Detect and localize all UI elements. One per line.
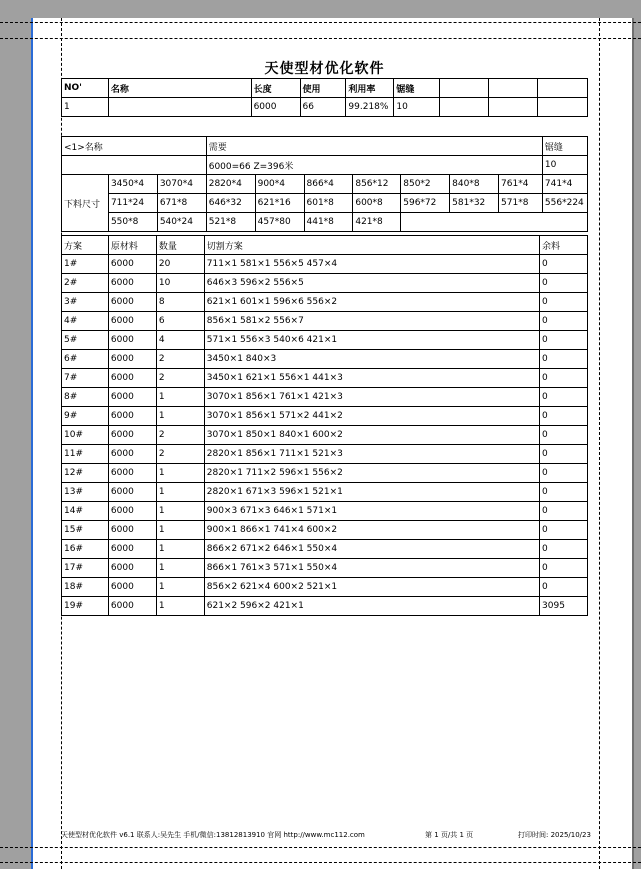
plan-remainder: 0 xyxy=(540,350,588,369)
plan-cutting-plan: 900×1 866×1 741×4 600×2 xyxy=(204,521,539,540)
plan-scheme: 6# xyxy=(62,350,109,369)
margin-guide-right xyxy=(599,18,600,869)
piece-cell: 571*8 xyxy=(499,194,543,213)
margin-guide-bottom-outer xyxy=(0,862,641,863)
value-name xyxy=(108,98,251,117)
kerf-value: 10 xyxy=(542,156,587,175)
plan-scheme: 14# xyxy=(62,502,109,521)
plan-remainder: 0 xyxy=(540,578,588,597)
plan-quantity: 2 xyxy=(156,445,204,464)
plan-quantity: 10 xyxy=(156,274,204,293)
plan-row xyxy=(62,350,588,369)
plan-quantity: 1 xyxy=(156,464,204,483)
piece-cell: 441*8 xyxy=(304,213,353,232)
piece-cell: 421*8 xyxy=(353,213,401,232)
plan-row xyxy=(62,559,588,578)
piece-cell: 581*32 xyxy=(450,194,499,213)
summary-label-row xyxy=(62,137,588,156)
col-kerf: 锯缝 xyxy=(394,79,440,98)
plan-raw-material: 6000 xyxy=(108,578,156,597)
plan-raw-material: 6000 xyxy=(108,559,156,578)
plan-scheme: 2# xyxy=(62,274,109,293)
plan-quantity: 6 xyxy=(156,312,204,331)
plan-row xyxy=(62,540,588,559)
plan-quantity: 1 xyxy=(156,407,204,426)
col-empty xyxy=(489,79,538,98)
plan-raw-material: 6000 xyxy=(108,293,156,312)
plan-cutting-plan: 571×1 556×3 540×6 421×1 xyxy=(204,331,539,350)
plan-quantity: 1 xyxy=(156,540,204,559)
report-title: 天使型材优化软件 xyxy=(264,61,385,77)
plan-raw-material: 6000 xyxy=(108,521,156,540)
summary-table xyxy=(61,136,588,232)
plan-remainder: 0 xyxy=(540,445,588,464)
plan-quantity: 1 xyxy=(156,502,204,521)
plan-row xyxy=(62,388,588,407)
plan-row xyxy=(62,502,588,521)
plan-scheme: 10# xyxy=(62,426,109,445)
piece-cell: 646*32 xyxy=(206,194,255,213)
col-name: 名称 xyxy=(108,79,251,98)
piece-cell: 856*12 xyxy=(353,175,401,194)
plan-remainder: 0 xyxy=(540,426,588,445)
plan-raw-material: 6000 xyxy=(108,369,156,388)
piece-cell: 621*16 xyxy=(255,194,304,213)
plan-cutting-plan: 866×1 761×3 571×1 550×4 xyxy=(204,559,539,578)
plan-raw-material: 6000 xyxy=(108,255,156,274)
value-empty xyxy=(440,98,489,117)
plan-cutting-plan: 3450×1 840×3 xyxy=(204,350,539,369)
piece-cell: 596*72 xyxy=(401,194,450,213)
piece-cell: 671*8 xyxy=(157,194,206,213)
plan-scheme: 11# xyxy=(62,445,109,464)
plan-quantity: 20 xyxy=(156,255,204,274)
piece-cell: 521*8 xyxy=(206,213,255,232)
plan-cutting-plan: 856×1 581×2 556×7 xyxy=(204,312,539,331)
plan-raw-material: 6000 xyxy=(108,312,156,331)
pieces-row xyxy=(62,194,588,213)
plan-remainder: 0 xyxy=(540,255,588,274)
col-used: 使用 xyxy=(300,79,346,98)
piece-cell: 540*24 xyxy=(157,213,206,232)
plan-row xyxy=(62,274,588,293)
plan-remainder: 0 xyxy=(540,331,588,350)
cutting-plans-table xyxy=(61,235,588,616)
col-utilization: 利用率 xyxy=(346,79,394,98)
piece-cell: 761*4 xyxy=(499,175,543,194)
col-length: 长度 xyxy=(251,79,300,98)
plan-remainder: 0 xyxy=(540,293,588,312)
plan-row xyxy=(62,369,588,388)
plan-cutting-plan: 856×2 621×4 600×2 521×1 xyxy=(204,578,539,597)
plan-scheme: 15# xyxy=(62,521,109,540)
plan-row xyxy=(62,407,588,426)
plan-cutting-plan: 3070×1 856×1 571×2 441×2 xyxy=(204,407,539,426)
value-used: 66 xyxy=(300,98,346,117)
plan-raw-material: 6000 xyxy=(108,483,156,502)
value-no: 1 xyxy=(62,98,109,117)
plan-scheme: 9# xyxy=(62,407,109,426)
col-empty xyxy=(440,79,489,98)
plan-raw-material: 6000 xyxy=(108,502,156,521)
plans-col-raw-material: 原材料 xyxy=(108,236,156,255)
plans-col-scheme: 方案 xyxy=(62,236,109,255)
footer-print-time: 打印时间: 2025/10/23 xyxy=(518,831,591,839)
plan-raw-material: 6000 xyxy=(108,445,156,464)
plan-quantity: 8 xyxy=(156,293,204,312)
summary-value-row xyxy=(62,156,588,175)
plan-row xyxy=(62,597,588,616)
plan-row xyxy=(62,312,588,331)
plan-cutting-plan: 3450×1 621×1 556×1 441×3 xyxy=(204,369,539,388)
plan-scheme: 3# xyxy=(62,293,109,312)
piece-cell: 2820*4 xyxy=(206,175,255,194)
value-kerf: 10 xyxy=(394,98,440,117)
plan-quantity: 1 xyxy=(156,597,204,616)
plan-row xyxy=(62,255,588,274)
plans-col-quantity: 数量 xyxy=(156,236,204,255)
plan-raw-material: 6000 xyxy=(108,464,156,483)
plan-raw-material: 6000 xyxy=(108,597,156,616)
plan-row xyxy=(62,445,588,464)
kerf-label: 锯缝 xyxy=(542,137,587,156)
plan-scheme: 5# xyxy=(62,331,109,350)
plan-row xyxy=(62,483,588,502)
material-name-label: <1>名称 xyxy=(62,137,207,156)
piece-cell: 3450*4 xyxy=(108,175,157,194)
plan-remainder: 0 xyxy=(540,312,588,331)
plan-quantity: 1 xyxy=(156,578,204,597)
plan-quantity: 2 xyxy=(156,369,204,388)
plan-cutting-plan: 2820×1 671×3 596×1 521×1 xyxy=(204,483,539,502)
plan-row xyxy=(62,293,588,312)
piece-cell: 457*80 xyxy=(255,213,304,232)
plan-scheme: 18# xyxy=(62,578,109,597)
plan-raw-material: 6000 xyxy=(108,350,156,369)
piece-cell: 711*24 xyxy=(108,194,157,213)
piece-cell: 840*8 xyxy=(450,175,499,194)
header-table xyxy=(61,78,588,117)
plan-remainder: 0 xyxy=(540,540,588,559)
piece-cell: 866*4 xyxy=(304,175,353,194)
plan-scheme: 19# xyxy=(62,597,109,616)
plan-scheme: 12# xyxy=(62,464,109,483)
plan-scheme: 7# xyxy=(62,369,109,388)
plan-cutting-plan: 2820×1 856×1 711×1 521×3 xyxy=(204,445,539,464)
need-value: 6000=66 Z=396米 xyxy=(206,156,542,175)
margin-guide-bottom-inner xyxy=(0,847,641,848)
value-empty xyxy=(489,98,538,117)
piece-cell-empty xyxy=(401,213,588,232)
plan-quantity: 1 xyxy=(156,559,204,578)
plan-raw-material: 6000 xyxy=(108,540,156,559)
footer-page-number: 第 1 页/共 1 页 xyxy=(425,831,474,839)
plan-quantity: 1 xyxy=(156,483,204,502)
piece-cell: 601*8 xyxy=(304,194,353,213)
plan-row xyxy=(62,578,588,597)
plan-remainder: 0 xyxy=(540,559,588,578)
margin-guide-top-inner xyxy=(0,38,641,39)
plan-scheme: 13# xyxy=(62,483,109,502)
plan-raw-material: 6000 xyxy=(108,388,156,407)
plan-cutting-plan: 2820×1 711×2 596×1 556×2 xyxy=(204,464,539,483)
plan-cutting-plan: 3070×1 850×1 840×1 600×2 xyxy=(204,426,539,445)
plan-remainder: 0 xyxy=(540,483,588,502)
plan-quantity: 2 xyxy=(156,350,204,369)
value-utilization: 99.218% xyxy=(346,98,394,117)
plan-remainder: 3095 xyxy=(540,597,588,616)
material-name-value xyxy=(62,156,207,175)
plan-raw-material: 6000 xyxy=(108,426,156,445)
plan-cutting-plan: 711×1 581×1 556×5 457×4 xyxy=(204,255,539,274)
plan-row xyxy=(62,426,588,445)
piece-cell: 550*8 xyxy=(108,213,157,232)
plan-cutting-plan: 900×3 671×3 646×1 571×1 xyxy=(204,502,539,521)
plan-cutting-plan: 866×2 671×2 646×1 550×4 xyxy=(204,540,539,559)
col-empty xyxy=(538,79,588,98)
plan-scheme: 17# xyxy=(62,559,109,578)
header-table-value-row xyxy=(62,98,588,117)
pieces-row xyxy=(62,213,588,232)
piece-cell: 900*4 xyxy=(255,175,304,194)
piece-cell: 850*2 xyxy=(401,175,450,194)
value-length: 6000 xyxy=(251,98,300,117)
plan-row xyxy=(62,464,588,483)
pieces-row xyxy=(62,175,588,194)
piece-cell: 556*224 xyxy=(542,194,587,213)
plan-raw-material: 6000 xyxy=(108,274,156,293)
margin-guide-top-outer xyxy=(0,22,641,23)
value-empty xyxy=(538,98,588,117)
plan-scheme: 8# xyxy=(62,388,109,407)
plan-remainder: 0 xyxy=(540,369,588,388)
plan-remainder: 0 xyxy=(540,502,588,521)
plan-scheme: 16# xyxy=(62,540,109,559)
plan-quantity: 1 xyxy=(156,521,204,540)
plan-remainder: 0 xyxy=(540,407,588,426)
plan-remainder: 0 xyxy=(540,274,588,293)
piece-cell: 741*4 xyxy=(542,175,587,194)
plan-quantity: 1 xyxy=(156,388,204,407)
plan-quantity: 2 xyxy=(156,426,204,445)
col-no: NO' xyxy=(62,79,109,98)
header-table-column-row xyxy=(62,79,588,98)
plan-scheme: 4# xyxy=(62,312,109,331)
plans-col-cutting-plan: 切割方案 xyxy=(204,236,539,255)
plans-header-row xyxy=(62,236,588,255)
plan-quantity: 4 xyxy=(156,331,204,350)
plan-row xyxy=(62,331,588,350)
plan-cutting-plan: 621×2 596×2 421×1 xyxy=(204,597,539,616)
plan-cutting-plan: 646×3 596×2 556×5 xyxy=(204,274,539,293)
footer-contact: 天使型材优化软件 v6.1 联系人:吴先生 手机/微信:13812813910 官网 http://www.mc112.com xyxy=(61,831,365,839)
plans-col-remainder: 余料 xyxy=(540,236,588,255)
plan-raw-material: 6000 xyxy=(108,407,156,426)
pieces-label: 下料尺寸 xyxy=(62,175,109,232)
plan-scheme: 1# xyxy=(62,255,109,274)
piece-cell: 3070*4 xyxy=(157,175,206,194)
plan-remainder: 0 xyxy=(540,464,588,483)
piece-cell: 600*8 xyxy=(353,194,401,213)
plan-cutting-plan: 3070×1 856×1 761×1 421×3 xyxy=(204,388,539,407)
plan-row xyxy=(62,521,588,540)
plan-remainder: 0 xyxy=(540,521,588,540)
need-label: 需要 xyxy=(206,137,542,156)
plan-raw-material: 6000 xyxy=(108,331,156,350)
plan-cutting-plan: 621×1 601×1 596×6 556×2 xyxy=(204,293,539,312)
plan-remainder: 0 xyxy=(540,388,588,407)
